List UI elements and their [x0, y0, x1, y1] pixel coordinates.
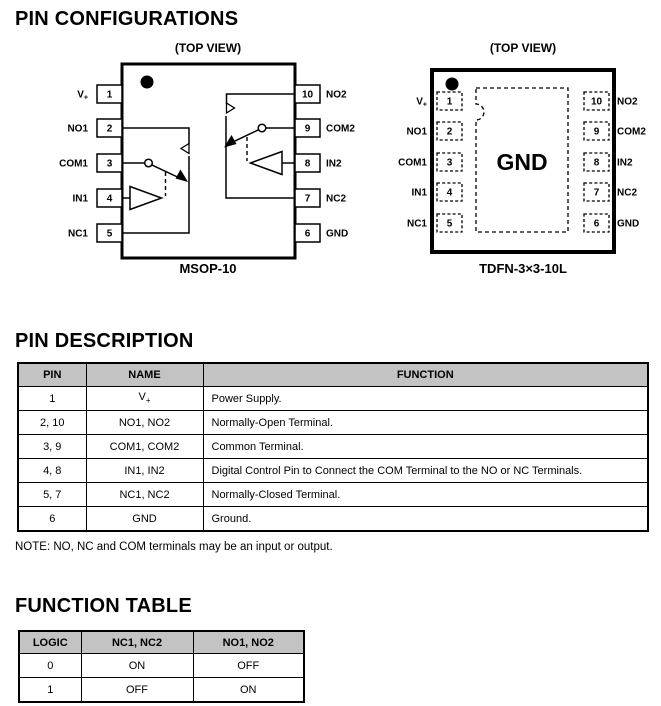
table-row — [18, 507, 648, 532]
msop-top-view-label: (TOP VIEW) — [174, 41, 242, 55]
tdfn-pin-number-7: 7 — [593, 187, 600, 199]
pin-description-table — [17, 362, 649, 532]
name-cell: NC1, NC2 — [86, 483, 203, 507]
name-cell: IN1, IN2 — [86, 459, 203, 483]
no-state-cell: ON — [193, 678, 304, 703]
tdfn-pin-label-vplus — [416, 97, 427, 109]
tdfn-pin-label-gnd: GND — [617, 218, 640, 230]
tdfn-pin-label-com2: COM2 — [617, 126, 646, 138]
nc-state-cell: OFF — [81, 678, 193, 703]
section-title-function-table: FUNCTION TABLE — [15, 595, 192, 617]
msop-package-name: MSOP-10 — [179, 261, 237, 276]
tdfn-pin-number-8: 8 — [593, 157, 600, 169]
pin-configuration-diagrams — [0, 36, 661, 286]
table-row — [18, 411, 648, 435]
table-row — [18, 435, 648, 459]
msop-pin-label-gnd: GND — [326, 228, 349, 240]
tdfn-pin-number-2: 2 — [446, 126, 453, 138]
pin-cell: 6 — [18, 507, 86, 532]
tdfn-pin-label-nc1: NC1 — [406, 218, 427, 230]
tdfn-top-view-label: (TOP VIEW) — [489, 41, 557, 55]
tdfn-pin-label-no1: NO1 — [406, 126, 427, 138]
name-subscript: + — [145, 396, 151, 406]
tdfn-pin-label-com1: COM1 — [398, 157, 427, 169]
msop-package-diagram — [59, 41, 355, 276]
msop-pin-number-4: 4 — [106, 193, 113, 205]
pin-cell: 5, 7 — [18, 483, 86, 507]
function-cell: Power Supply. — [203, 387, 648, 411]
tdfn-pin-number-9: 9 — [593, 126, 600, 138]
tdfn-pin-number-4: 4 — [446, 187, 453, 199]
col-header-logic: LOGIC — [19, 631, 81, 654]
msop-pin-label-com2: COM2 — [326, 123, 355, 135]
msop-pin-number-7: 7 — [304, 193, 311, 205]
table-row — [18, 459, 648, 483]
msop-pin1-indicator-dot — [141, 76, 154, 89]
vplus-main: V — [416, 96, 423, 108]
tdfn-pin-number-10: 10 — [590, 96, 603, 108]
function-cell: Ground. — [203, 507, 648, 532]
vplus-subscript: + — [83, 94, 88, 102]
msop-pin-number-6: 6 — [304, 228, 311, 240]
table-row — [18, 483, 648, 507]
name-cell: COM1, COM2 — [86, 435, 203, 459]
msop-pin-number-9: 9 — [304, 123, 311, 135]
pin-cell: 4, 8 — [18, 459, 86, 483]
msop-pin-label-vplus — [77, 90, 88, 102]
nc-state-cell: ON — [81, 654, 193, 678]
vplus-main: V — [77, 89, 84, 101]
tdfn-package-diagram — [398, 41, 646, 276]
terminals-note: NOTE: NO, NC and COM terminals may be an input or output. — [15, 541, 333, 553]
name-text: V — [138, 391, 146, 404]
col-header-pin: PIN — [18, 363, 86, 387]
msop-pin-label-nc1: NC1 — [67, 228, 88, 240]
msop-pin-number-3: 3 — [106, 158, 113, 170]
section-title-pin-configurations: PIN CONFIGURATIONS — [15, 8, 239, 30]
tdfn-package-name: TDFN-3×3-10L — [479, 261, 567, 276]
tdfn-pin-label-no2: NO2 — [617, 96, 638, 108]
tdfn-pin1-indicator-dot — [446, 78, 459, 91]
table-row — [19, 654, 304, 678]
tdfn-pin-label-in1: IN1 — [411, 187, 427, 199]
tdfn-pin-number-3: 3 — [446, 157, 453, 169]
logic-cell: 1 — [19, 678, 81, 703]
tdfn-pin-number-5: 5 — [446, 218, 453, 230]
com2-pole-circle — [258, 124, 266, 132]
function-table — [18, 630, 305, 703]
function-table-header-row — [19, 631, 304, 654]
tdfn-pin-number-6: 6 — [593, 218, 600, 230]
pin-cell: 2, 10 — [18, 411, 86, 435]
name-cell: GND — [86, 507, 203, 532]
msop-pin-number-2: 2 — [106, 123, 113, 135]
function-cell: Normally-Open Terminal. — [203, 411, 648, 435]
section-title-pin-description: PIN DESCRIPTION — [15, 330, 194, 352]
msop-pin-number-5: 5 — [106, 228, 113, 240]
pin-cell: 3, 9 — [18, 435, 86, 459]
pin-description-header-row — [18, 363, 648, 387]
vplus-subscript: + — [422, 101, 427, 109]
logic-cell: 0 — [19, 654, 81, 678]
col-header-function: FUNCTION — [203, 363, 648, 387]
msop-pin-label-in1: IN1 — [72, 193, 88, 205]
col-header-nc: NC1, NC2 — [81, 631, 193, 654]
pin-cell: 1 — [18, 387, 86, 411]
msop-pin-label-nc2: NC2 — [326, 193, 347, 205]
com1-pole-circle — [145, 159, 153, 167]
tdfn-pad-label-gnd: GND — [496, 149, 548, 175]
name-cell: NO1, NO2 — [86, 411, 203, 435]
function-cell: Digital Control Pin to Connect the COM Terminal to the NO or NC Terminals. — [203, 459, 648, 483]
tdfn-pin-number-1: 1 — [446, 96, 453, 108]
table-row — [19, 678, 304, 703]
col-header-name: NAME — [86, 363, 203, 387]
tdfn-pin-label-nc2: NC2 — [617, 187, 638, 199]
msop-pin-label-in2: IN2 — [326, 158, 342, 170]
msop-pin-number-10: 10 — [301, 89, 314, 101]
tdfn-pin-label-in2: IN2 — [617, 157, 633, 169]
msop-pin-label-no2: NO2 — [326, 89, 347, 101]
msop-pin-label-com1: COM1 — [59, 158, 88, 170]
no-state-cell: OFF — [193, 654, 304, 678]
msop-pin-label-no1: NO1 — [67, 123, 88, 135]
name-cell — [86, 387, 203, 411]
function-cell: Normally-Closed Terminal. — [203, 483, 648, 507]
function-cell: Common Terminal. — [203, 435, 648, 459]
table-row — [18, 387, 648, 411]
col-header-no: NO1, NO2 — [193, 631, 304, 654]
msop-pin-number-8: 8 — [304, 158, 311, 170]
msop-pin-number-1: 1 — [106, 89, 113, 101]
